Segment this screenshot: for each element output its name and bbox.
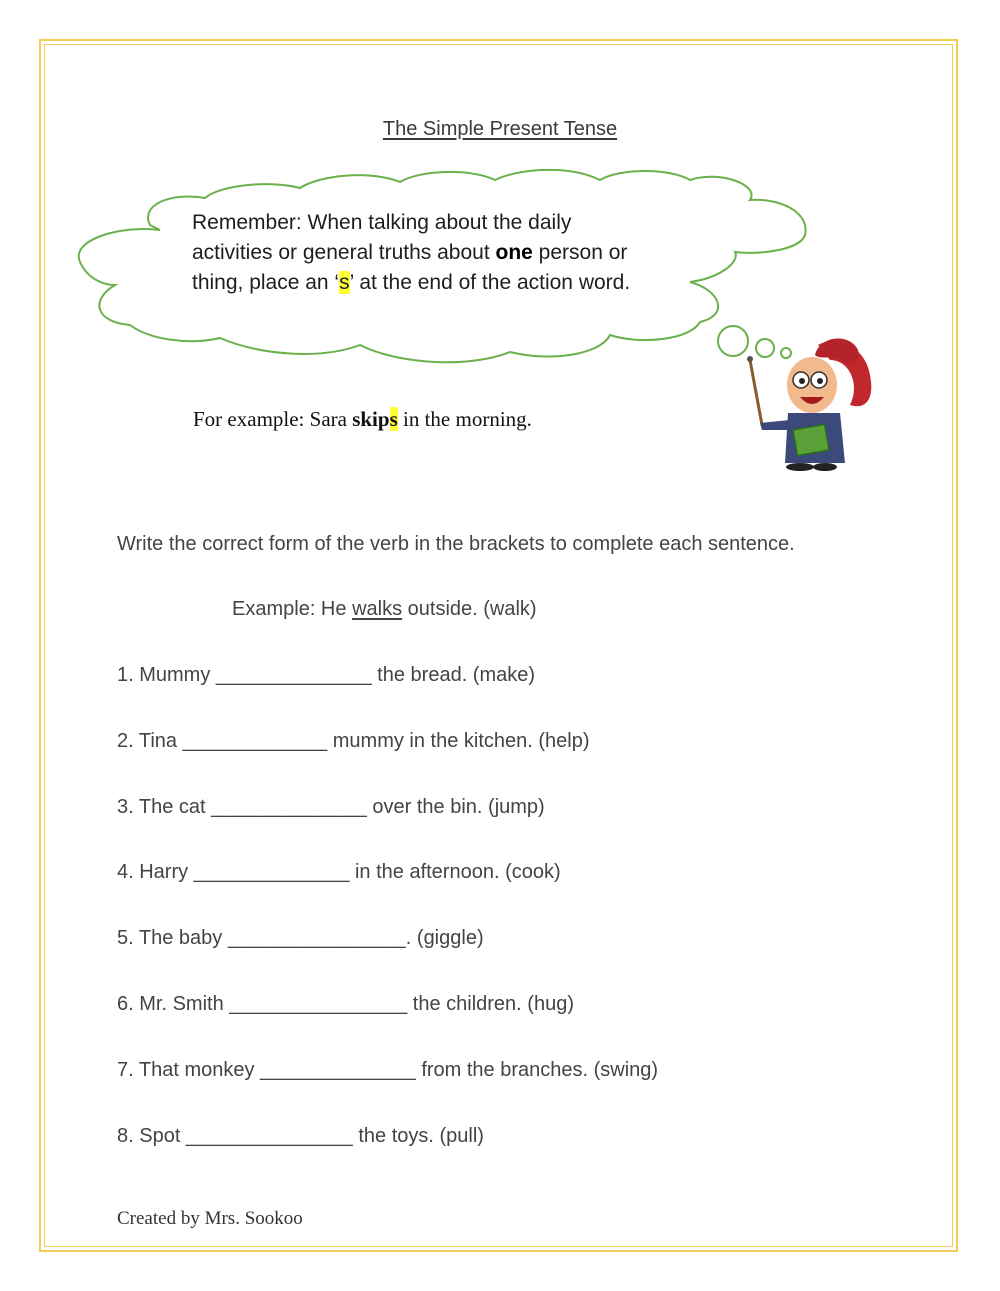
for-example-verb: skip: [352, 407, 390, 431]
worked-example-prefix: Example: He: [232, 598, 353, 620]
for-example-sentence: [193, 407, 532, 432]
remember-text-3: ’ at the end of the action word.: [349, 271, 631, 294]
question-1: 1. Mummy ______________ the bread. (make): [117, 664, 536, 686]
question-6: 6. Mr. Smith ________________ the children. (hug): [117, 993, 574, 1015]
remember-bold-word: one: [495, 241, 533, 264]
for-example-suffix: in the morning.: [397, 407, 532, 431]
teacher-with-pointer-icon: [700, 315, 890, 485]
remember-highlight-s: s: [339, 271, 350, 294]
question-7: 7. That monkey ______________ from the branches. (swing): [117, 1059, 659, 1081]
page-title: The Simple Present Tense: [382, 118, 618, 140]
remember-text-1: Remember: When talking about the daily activities or general truths about: [192, 211, 572, 264]
question-2: 2. Tina _____________ mummy in the kitchen. (help): [117, 730, 590, 752]
worked-example-suffix: outside. (walk): [402, 598, 537, 620]
remember-note: [192, 208, 642, 298]
remember-text-2: person or thing, place an ‘: [192, 241, 628, 294]
for-example-prefix: For example: Sara: [193, 407, 353, 431]
worked-example: [232, 598, 537, 621]
worked-example-answer: walks: [352, 598, 403, 620]
question-4: 4. Harry ______________ in the afternoon. (cook): [117, 861, 561, 883]
question-3: 3. The cat ______________ over the bin. (jump): [117, 796, 545, 818]
question-8: 8. Spot _______________ the toys. (pull): [117, 1125, 484, 1147]
question-5: 5. The baby ________________. (giggle): [117, 927, 484, 949]
for-example-verb-ending: s: [389, 407, 398, 431]
author-credit: Created by Mrs. Sookoo: [117, 1208, 303, 1229]
instructions-text: Write the correct form of the verb in the brackets to complete each sentence.: [117, 533, 795, 555]
